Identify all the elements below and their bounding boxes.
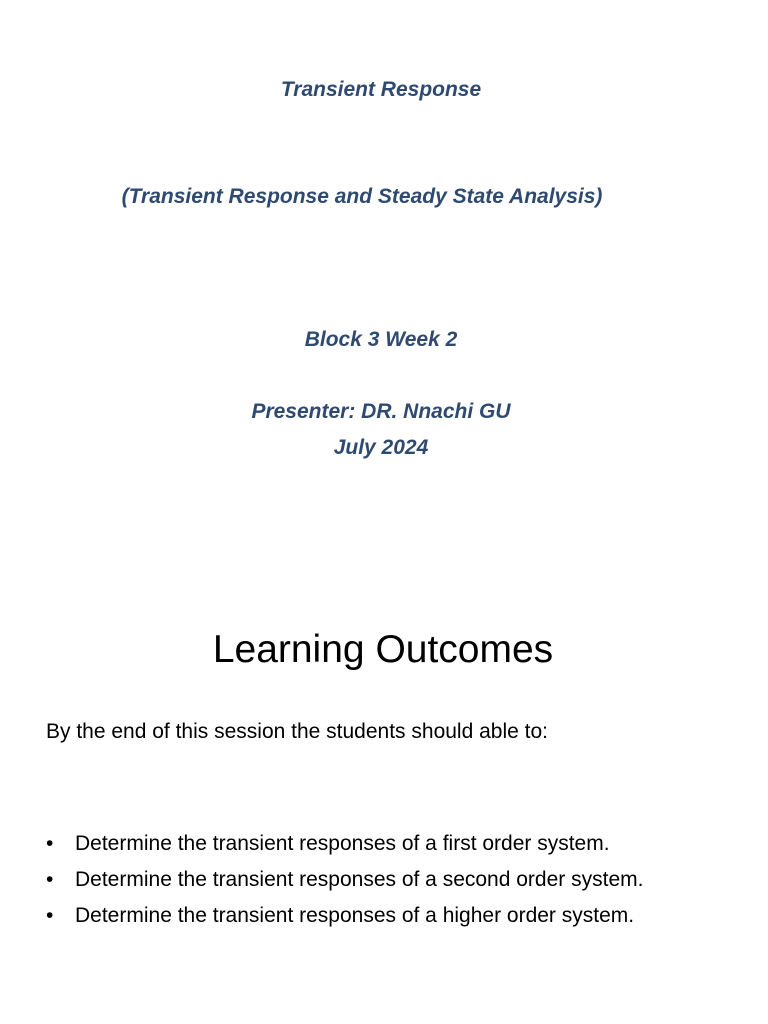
outcomes-list [46, 826, 643, 934]
list-item-text: Determine the transient responses of a higher order system. [75, 904, 635, 927]
slide-title: Transient Response [280, 78, 482, 101]
list-item-text: Determine the transient responses of a first order system. [75, 832, 610, 855]
presenter-label: Presenter: DR. Nnachi GU [251, 400, 511, 423]
block-week-label: Block 3 Week 2 [304, 328, 458, 351]
list-item [46, 862, 643, 898]
date-label: July 2024 [333, 436, 429, 459]
slide-subtitle: (Transient Response and Steady State Analysis) [121, 185, 603, 208]
bullet-icon: • [46, 832, 54, 855]
list-item [46, 826, 643, 862]
learning-outcomes-heading: Learning Outcomes [212, 628, 554, 671]
bullet-icon: • [46, 868, 54, 891]
learning-outcomes-slide [0, 560, 768, 1024]
bullet-icon: • [46, 904, 54, 927]
list-item-text: Determine the transient responses of a second order system. [75, 868, 644, 891]
list-item [46, 898, 643, 934]
intro-text: By the end of this session the students should able to: [46, 720, 548, 743]
